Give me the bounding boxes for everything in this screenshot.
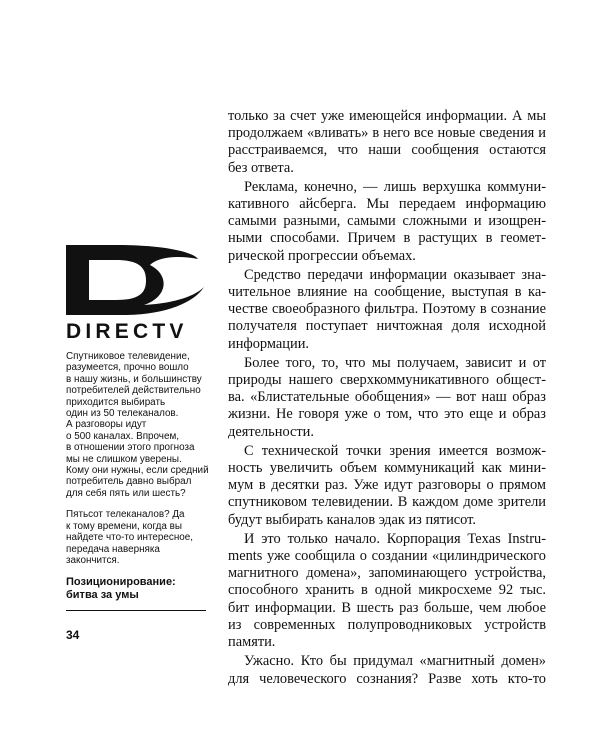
section-title xyxy=(66,576,208,602)
body-line: Ужасно. Кто бы придумал «магнитный домен» xyxy=(244,653,546,670)
sidebar xyxy=(66,245,208,602)
body-line: кативного айсберга. Мы передаем информацию xyxy=(228,196,546,213)
body-paragraph xyxy=(228,108,546,177)
main-text xyxy=(228,108,546,690)
body-paragraph xyxy=(228,443,546,529)
body-line: рической прогрессии объемах. xyxy=(228,247,416,264)
body-line: получателя поступает ничтожная доля исходной xyxy=(228,318,546,335)
caption-line: разумеется, прочно вошло xyxy=(66,362,189,374)
caption-line: в отношении этого прогноза xyxy=(66,442,195,454)
body-paragraph xyxy=(228,267,546,353)
caption-line: А разговоры идут xyxy=(66,419,147,431)
body-line: мум в десятки раз. Уже идут разговоры о прямом xyxy=(228,477,546,494)
body-line: Реклама, конечно, — лишь верхушка коммуни- xyxy=(244,178,546,195)
section-title-line: Позиционирование: xyxy=(66,576,176,589)
caption-line: один из 50 телеканалов. xyxy=(66,408,179,420)
caption-line: найдете что-то интересное, xyxy=(66,532,193,544)
caption-line: передача наверняка xyxy=(66,543,160,555)
body-paragraph xyxy=(228,531,546,651)
body-line: памяти. xyxy=(228,634,276,651)
body-line: Более того, то, что мы получаем, зависит и от xyxy=(244,354,546,371)
caption-line: мы не слишком уверены. xyxy=(66,453,182,465)
body-line: будут выбирать каналов эдак из пятисот. xyxy=(228,511,476,528)
body-line: без ответа. xyxy=(228,159,294,176)
caption-line: потребителей действительно xyxy=(66,385,201,397)
caption-line: Пятьсот телеканалов? Да xyxy=(66,509,185,521)
body-line: ными способами. Причем в растущих в геомет- xyxy=(228,230,546,247)
body-line: жизни. Не говоря уже о том, что это еще и образ xyxy=(228,406,546,423)
caption-paragraph xyxy=(66,509,208,566)
page-number: 34 xyxy=(66,628,80,642)
body-line: Средство передачи информации оказывает зна- xyxy=(244,266,546,283)
body-paragraph xyxy=(228,179,546,265)
body-line: С технической точки зрения имеется возмож- xyxy=(244,442,546,459)
body-line: только за счет уже имеющейся информации. А мы xyxy=(228,108,546,124)
body-line: ва. «Блистательные обобщения» — вот наш образ xyxy=(228,389,546,406)
body-line: расстраиваемся, что наши сообщения остаются xyxy=(228,142,546,159)
caption-line: потребитель давно выбрал xyxy=(66,476,192,488)
caption-line: приходится выбирать xyxy=(66,396,166,408)
sidebar-caption xyxy=(66,351,208,566)
body-paragraph xyxy=(228,355,546,441)
caption-line: о 500 каналах. Впрочем, xyxy=(66,430,179,442)
body-line: природы нашего сверхкоммуникативного общест- xyxy=(228,372,546,389)
body-line: И это только начало. Корпорация Texas Instru- xyxy=(244,530,546,547)
caption-line: Спутниковое телевидение, xyxy=(66,351,190,362)
body-line: способного хранить в одной микросхеме 92 тыс. xyxy=(228,582,546,599)
body-line: деятельности. xyxy=(228,423,314,440)
caption-line: закончится. xyxy=(66,554,120,566)
caption-line: Кому они нужны, если средний xyxy=(66,465,209,477)
directv-logo xyxy=(66,245,204,315)
caption-line: для себя пять или шесть? xyxy=(66,487,186,499)
body-line: магнитного домена», запоминающего устройства, xyxy=(228,565,546,582)
body-line: для человеческого сознания? Разве хоть кто-то xyxy=(228,670,546,687)
body-line: ments уже сообщила о создании «цилиндрического xyxy=(228,548,546,565)
body-line: самыми разными, самыми сложными и изощрен- xyxy=(228,213,546,230)
body-line: бит информации. В шесть раз больше, чем любое xyxy=(228,599,546,616)
divider xyxy=(66,610,206,611)
body-line: продолжаем «вливать» в него все новые сведения и xyxy=(228,125,546,142)
caption-paragraph xyxy=(66,351,208,499)
body-paragraph xyxy=(228,653,546,687)
body-line: честве своеобразного фильтра. Поэтому в сознание xyxy=(228,301,546,318)
logo-wordmark: DIRECTV xyxy=(66,320,188,343)
body-line: из современных полупроводниковых устройств xyxy=(228,616,546,633)
body-line: чительное влияние на сообщение, выступая в ка- xyxy=(228,284,546,301)
body-line: информации. xyxy=(228,335,309,352)
body-line: ность увеличить объем коммуникаций как мини- xyxy=(228,460,546,477)
body-line: спутниковом телевидении. В каждом доме зрители xyxy=(228,494,546,511)
section-title-line: битва за умы xyxy=(66,589,139,602)
caption-line: в нашу жизнь, и большинству xyxy=(66,373,202,385)
caption-line: к тому времени, когда вы xyxy=(66,520,182,532)
